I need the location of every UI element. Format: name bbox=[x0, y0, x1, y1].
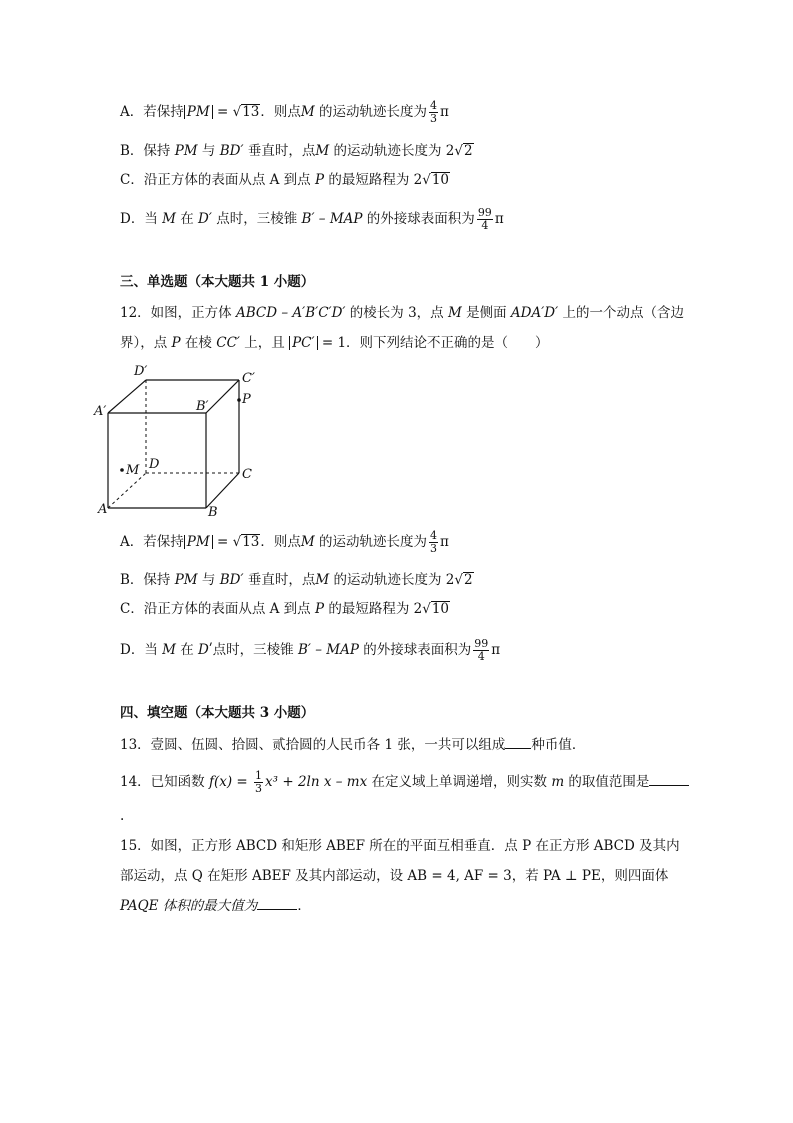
label-c: C bbox=[242, 467, 252, 482]
answer-blank-13[interactable] bbox=[505, 734, 531, 749]
point-m bbox=[120, 468, 124, 472]
top-option-c: C．沿正方体的表面从点 A 到点 P 的最短路程为 2√10 bbox=[120, 172, 450, 188]
section-heading-single-choice: 三、单选题（本大题共 1 小题） bbox=[120, 274, 315, 290]
q12-option-d: D．当 M 在 Dʹ点时，三棱锥 B′ – MAP 的外接球表面积为 $\frac{99}{4}$ π bbox=[120, 637, 501, 663]
question-15-line-1: 15．如图，正方形 ABCD 和矩形 ABEF 所在的平面互相垂直．点 P 在正方形 ABCD 及其内 bbox=[120, 838, 680, 854]
answer-blank-15[interactable] bbox=[257, 895, 297, 910]
sqrt-13: 13 bbox=[242, 104, 260, 120]
q12-option-c: C．沿正方体的表面从点 A 到点 P 的最短路程为 2√10 bbox=[120, 601, 450, 617]
label-b: B bbox=[208, 505, 218, 520]
label-m: M bbox=[126, 463, 140, 478]
top-option-a: A．若保持 PM = √13．则点M 的运动轨迹长度为 $\frac{4}{3}$ π bbox=[120, 99, 449, 125]
top-option-b: B．保持 PM 与 BD′ 垂直时，点M 的运动轨迹长度为 2√2 bbox=[120, 143, 473, 159]
question-14-end: . bbox=[120, 808, 125, 824]
question-15-line-2: 部运动，点 Q 在矩形 ABEF 及其内部运动，设 AB = 4, AF = 3，若 PA ⊥ PE，则四面体 bbox=[120, 868, 669, 884]
question-13: 13．壹圆、伍圆、拾圆、贰拾圆的人民币各 1 张，一共可以组成 种币值． bbox=[120, 734, 585, 755]
answer-blank-14[interactable] bbox=[649, 771, 689, 786]
q12-option-b: B．保持 PM 与 BD′ 垂直时，点M 的运动轨迹长度为 2√2 bbox=[120, 572, 473, 588]
section-heading-fill-in: 四、填空题（本大题共 3 小题） bbox=[120, 705, 315, 721]
label-d-prime: D′ bbox=[134, 364, 148, 379]
q12-option-a: A．若保持 PM = √13．则点M 的运动轨迹长度为 $\frac{4}{3}$ π bbox=[120, 529, 449, 555]
label-c-prime: C′ bbox=[242, 371, 255, 386]
label-d: D bbox=[149, 457, 160, 472]
question-12-line-1: 12．如图，正方体 ABCD – A′B′C′D′ 的棱长为 3，点 M 是侧面 ADA′D′ 上的一个动点（含边 bbox=[120, 305, 684, 321]
question-15-line-3: PAQE 体积的最大值为 ． bbox=[120, 895, 311, 916]
question-12-line-2: 界），点 P 在棱 CC′ 上，且 PC′ = 1．则下列结论不正确的是（ ） bbox=[120, 335, 549, 351]
fraction-4-3: $\frac{4}{3}$ bbox=[430, 99, 437, 125]
label-a: A bbox=[98, 502, 108, 517]
label-p: P bbox=[242, 392, 251, 407]
abs-pm: PM bbox=[184, 105, 213, 119]
cube-figure bbox=[92, 360, 272, 520]
label-b-prime: B′ bbox=[196, 399, 209, 414]
edge-bc bbox=[206, 473, 239, 508]
question-14: 14．已知函数 f(x) = $\frac{1}{3}$ x³ + 2ln x – mx 在定义域上单调递增，则实数 m 的取值范围是 bbox=[120, 770, 689, 795]
label-a-prime: A′ bbox=[94, 404, 107, 419]
point-p bbox=[237, 398, 241, 402]
edge-a-prime-d-prime bbox=[108, 380, 146, 413]
edge-ad bbox=[108, 473, 146, 508]
edge-b-prime-c-prime bbox=[206, 380, 239, 413]
top-option-d: D．当 M 在 D′ 点时，三棱锥 B′ – MAP 的外接球表面积为 $\frac{99}{4}$ π bbox=[120, 206, 504, 232]
